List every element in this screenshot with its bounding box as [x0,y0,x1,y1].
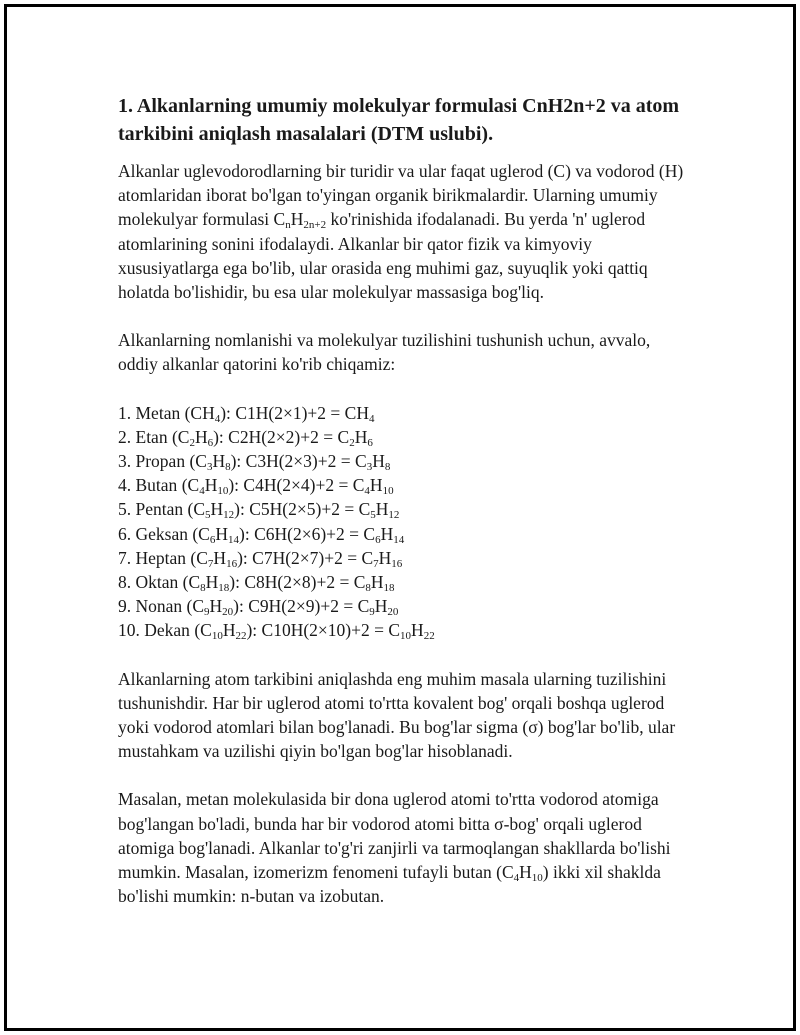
alkane-name: Metan [135,402,181,423]
alkane-calculation: C6H(2×6)+2 = [254,523,364,544]
alkane-calculation: C7H(2×7)+2 = [252,547,362,568]
result-carbon-sub: 7 [373,557,379,570]
intro-text-a: Alkanlar uglevodorodlarning bir turidir va ular faqat uglerod (C) va vodorod (H) atomlaridan iborat bo'lgan to'yingan organik birikmalardir. Ularning umumiy molekulyar formulasi [118,161,684,230]
carbon-count-sub: 6 [209,533,216,546]
carbon-count-sub: 3 [206,461,213,474]
butan-h: H [519,862,532,883]
result-hydrogen-sub: 20 [387,606,399,619]
carbon-count-sub: 8 [200,582,206,595]
hydrogen-count-sub: 6 [207,436,214,449]
result-carbon-sub: 5 [370,509,376,522]
list-item: 5. Pentan $(C_5H_{12})$: $C5H(2\times 5)+2 = C_5H_{12}$ [118,499,400,522]
butan-c: C [501,862,514,883]
alkane-name: Propan [135,451,186,472]
result-hydrogen-sub: 8 [384,461,391,474]
list-item: 10. Dekan $(C_{10}H_{22})$: $C10H(2\times 10)+2 = C_{10}H_{22}$ [118,620,435,643]
alkane-number: 10. [118,620,140,641]
formula-c: C [273,209,286,230]
alkane-number: 6. [118,523,132,544]
alkane-calculation: C4H(2×4)+2 = [243,475,353,496]
hydrogen-count-sub: 8 [225,461,231,474]
alkane-name: Pentan [135,499,184,520]
alkane-name: Geksan [135,523,188,544]
hydrogen-count-sub: 18 [218,582,230,595]
alkane-calculation: C8H(2×8)+2 = [244,572,354,593]
formula-n-sub: n [285,219,291,232]
carbon-count-sub: 10 [211,630,223,643]
alkane-calculation: C10H(2×10)+2 = [261,620,389,641]
hydrogen-count-sub: 16 [226,557,238,570]
alkane-calculation: C9H(2×9)+2 = [248,596,358,617]
example-paragraph [118,787,688,908]
alkane-calculation: C5H(2×5)+2 = [249,499,359,520]
hydrogen-count-sub: 10 [217,485,229,498]
result-hydrogen-sub: 6 [367,436,373,449]
alkane-number: 4. [118,475,132,496]
result-hydrogen-sub: 18 [383,582,395,595]
list-item: 8. Oktan $(C_8H_{18})$: $C8H(2\times 8)+2 = C_8H_{18}$ [118,572,395,595]
carbon-count-sub: 7 [207,557,214,570]
alkane-name: Oktan [135,572,179,593]
result-carbon-sub: 10 [400,630,412,643]
document-body [118,92,688,908]
alkane-name: Nonan [135,596,183,617]
list-item: 1. Metan $(CH_4)$: $C1H(2\times 1)+2 = CH_4$ [118,402,375,425]
alkane-number: 9. [118,596,132,617]
result-hydrogen-sub: 22 [423,630,435,643]
list-item: 2. Etan $(C_2H_6)$: $C2H(2\times 2)+2 = C_2H_6$ [118,426,373,449]
result-hydrogen-sub: 4 [368,412,375,425]
alkane-name: Heptan [135,547,187,568]
result-hydrogen-sub: 14 [393,533,405,546]
alkane-number: 7. [118,547,132,568]
formula-h: H [290,209,304,230]
alkane-number: 8. [118,572,132,593]
carbon-count-sub: 4 [199,485,205,498]
butan-c-sub: 4 [513,872,520,885]
document-title: 1. Alkanlarning umumiy molekulyar formulasi CnH2n+2 va atom tarkibini aniqlash masalalari (DTM uslubi). [118,95,680,145]
result-hydrogen-sub: 12 [388,509,400,522]
result-carbon-sub: 6 [375,533,381,546]
hydrogen-count-sub: 22 [235,630,247,643]
alkane-number: 3. [118,451,132,472]
list-item: 4. Butan $(C_4H_{10})$: $C4H(2\times 4)+2 = C_4H_{10}$ [118,475,394,498]
alkane-list [118,401,688,643]
alkane-name: Butan [135,475,178,496]
example-text-b: ) ikki xil shaklda bo'lishi mumkin: n-butan va izobutan. [118,862,661,907]
carbon-count-sub: 9 [204,606,210,619]
alkane-name: Etan [135,426,168,447]
carbon-count-sub: 2 [189,436,195,449]
result-carbon-sub: 8 [365,582,371,595]
result-carbon-sub: 3 [366,461,373,474]
alkane-number: 5. [118,499,132,520]
formula-h-sub: 2n+2 [303,219,327,232]
alkane-name: Dekan [144,620,190,641]
structure-paragraph: Alkanlarning atom tarkibini aniqlashda eng muhim masala ularning tuzilishini tushunishdir. Har bir uglerod atomi to'rtta kovalent bog' orqali boshqa uglerod yoki vodorod atomlari bilan bog'lanadi. Bu bog'lar sigma (σ) bog'lar bo'lib, ular mustahkam va uzilishi qiyin bo'lgan bog'lar hisoblanadi. [118,668,676,762]
result-hydrogen-sub: 16 [391,557,403,570]
list-item: 9. Nonan $(C_9H_{20})$: $C9H(2\times 9)+2 = C_9H_{20}$ [118,596,399,619]
hydrogen-count-sub: 14 [228,533,239,546]
series-intro-paragraph: Alkanlarning nomlanishi va molekulyar tuzilishini tushunish uchun, avvalo, oddiy alkanlar qatorini ko'rib chiqamiz: [118,330,651,375]
hydrogen-count-sub: 12 [223,509,235,522]
hydrogen-count-sub: 4 [214,412,221,425]
hydrogen-count-sub: 20 [222,606,234,619]
carbon-count-sub: 5 [205,509,211,522]
butan-h-sub: 10 [531,872,543,885]
result-carbon-sub: 9 [369,606,375,619]
result-carbon-sub: 4 [364,485,370,498]
alkane-number: 1. [118,402,132,423]
list-item: 6. Geksan $(C_6H_{14})$: $C6H(2\times 6)+2 = C_6H_{14}$ [118,523,405,546]
alkane-number: 2. [118,426,132,447]
example-text-a: Masalan, metan molekulasida bir dona uglerod atomi to'rtta vodorod atomiga bog'langan bo'ladi, bunda har bir vodorod atomi bitta σ-bog' orqali uglerod atomiga bog'lanadi. Alkanlar to'g'ri zanjirli va tarmoqlangan shakllarda bo'lishi mumkin. Masalan, izomerizm fenomeni tufayli butan ( [118,789,671,883]
intro-paragraph [118,159,688,304]
result-carbon-sub: 2 [349,436,355,449]
intro-text-b: ko'rinishida ifodalanadi. Bu yerda 'n' uglerod atomlarining sonini ifodalaydi. Alkanlar bir qator fizik va kimyoviy xususiyatlarga ega bo'lib, ular orasida eng muhimi gaz, suyuqlik yoki qattiq holatda bo'lishidir, bu esa ular molekulyar massasiga bog'liq. [118,209,648,303]
result-hydrogen-sub: 10 [382,485,394,498]
alkane-calculation: C1H(2×1)+2 = [235,402,345,423]
alkane-calculation: C2H(2×2)+2 = [228,426,338,447]
list-item: 7. Heptan $(C_7H_{16})$: $C7H(2\times 7)+2 = C_7H_{16}$ [118,547,403,570]
list-item: 3. Propan $(C_3H_8)$: $C3H(2\times 3)+2 = C_3H_8$ [118,451,391,474]
alkane-calculation: C3H(2×3)+2 = [245,451,355,472]
